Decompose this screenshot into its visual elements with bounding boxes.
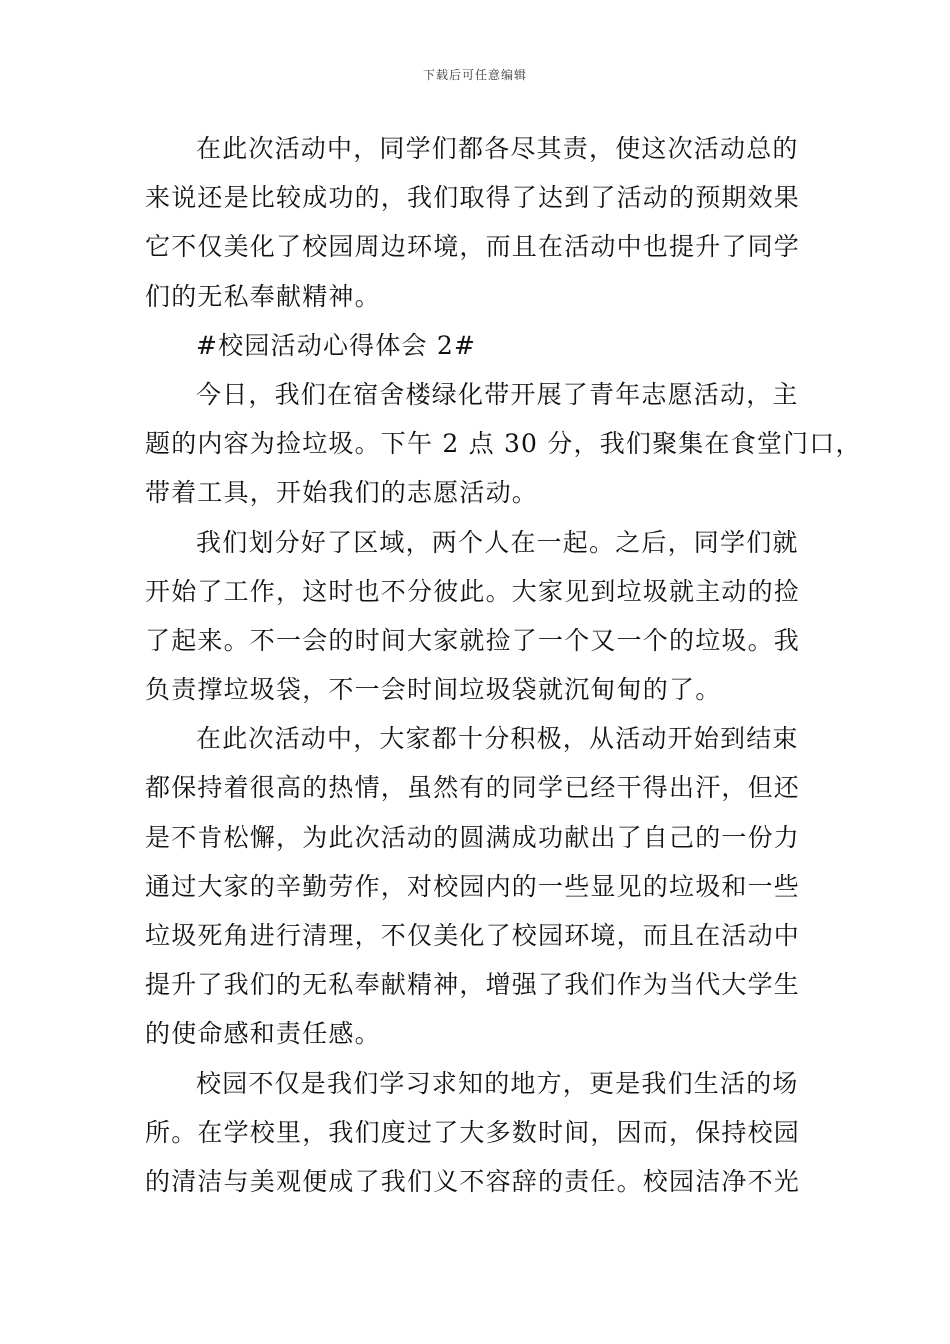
text-line: 今日，我们在宿舍楼绿化带开展了青年志愿活动，主: [196, 379, 799, 409]
text-line: 负责撑垃圾袋，不一会时间垃圾袋就沉甸甸的了。: [145, 675, 722, 705]
text-line: 们的无私奉献精神。: [145, 281, 381, 311]
text-line: 提升了我们的无私奉献精神，增强了我们作为当代大学生: [145, 970, 801, 1000]
text-line: 所。在学校里，我们度过了大多数时间，因而，保持校园: [145, 1117, 801, 1147]
text-line: 开始了工作，这时也不分彼此。大家见到垃圾就主动的捡: [145, 576, 801, 606]
text-line: 校园不仅是我们学习求知的地方，更是我们生活的场: [196, 1068, 799, 1098]
text-line: 带着工具，开始我们的志愿活动。: [145, 478, 539, 508]
text-line: 的清洁与美观便成了我们义不容辞的责任。校园洁净不光: [145, 1166, 801, 1196]
text-line: 在此次活动中，同学们都各尽其责，使这次活动总的: [196, 134, 799, 163]
text-line: 的使命感和责任感。: [145, 1019, 381, 1049]
text-line: 是不肯松懈，为此次活动的圆满成功献出了自己的一份力: [145, 822, 801, 852]
text-line: 它不仅美化了校园周边环境，而且在活动中也提升了同学: [145, 232, 801, 262]
text-line: 我们划分好了区域，两个人在一起。之后，同学们就: [196, 527, 799, 557]
text-line: 题的内容为捡垃圾。下午 2 点 30 分，我们聚集在食堂门口，: [145, 429, 862, 459]
section-heading: #校园活动心得体会 2#: [196, 330, 477, 360]
text-line: 都保持着很高的热情，虽然有的同学已经干得出汗，但还: [145, 773, 801, 803]
text-line: 来说还是比较成功的，我们取得了达到了活动的预期效果: [145, 183, 801, 213]
page-header-note: 下载后可任意编辑: [422, 68, 527, 82]
text-line: 在此次活动中，大家都十分积极，从活动开始到结束: [196, 724, 799, 754]
text-line: 通过大家的辛勤劳作，对校园内的一些显见的垃圾和一些: [145, 871, 801, 901]
text-line: 垃圾死角进行清理，不仅美化了校园环境，而且在活动中: [145, 921, 801, 950]
document-body: [145, 124, 862, 1206]
text-line: 了起来。不一会的时间大家就捡了一个又一个的垃圾。我: [145, 625, 801, 655]
